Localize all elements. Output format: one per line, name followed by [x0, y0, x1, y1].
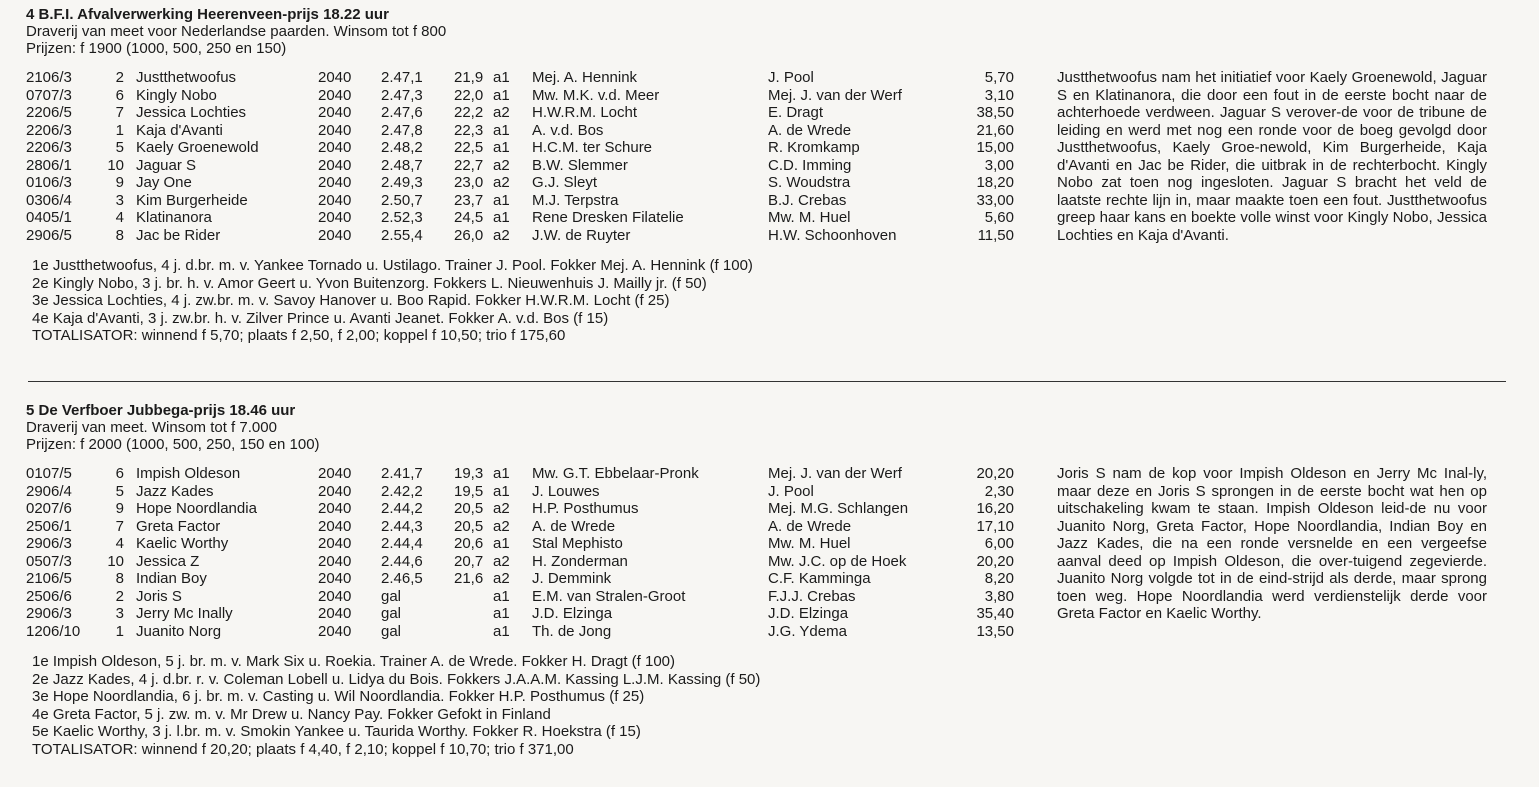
trainer-name: Mej. J. van der Werf	[768, 465, 902, 482]
km-time: 26,0	[454, 226, 484, 244]
driver-name: G.J. Sleyt	[532, 174, 598, 191]
trainer-name: J. Pool	[768, 482, 814, 500]
race-report: Justthetwoofus nam het initiatief voor Kaely Groenewold, Jaguar S en Klatinanora, die door een fout in de eerste bocht naar de achterhoede verdween. Jaguar S verover-de voor de tribune de leiding en werd met nog een ronde voor de boeg gevolgd door Justthetwoofus, Kaely Groe-newold, Kim Burgerheide, Kaja d'Avanti en Jac be Rider, die uitbrak in de rechterbocht. Kingly Nobo zat toen nog ingesloten. Jaguar S bracht het veld de laatste rechte lijn in, maar maakte toen een fout. Justthetwoofus greep haar kans en boekte volle winst voor Kingly Nobo, Jessica Lochties en Kaja d'Avanti.	[1057, 69, 1487, 244]
start-code: a2	[493, 552, 510, 570]
finish-time: 2.46,5	[381, 570, 423, 587]
start-number: 5	[115, 139, 124, 156]
trainer-name: A. de Wrede	[768, 517, 852, 535]
odds: 13,50	[976, 622, 1014, 640]
odds: 5,70	[984, 69, 1014, 86]
finish-time: gal	[381, 605, 402, 622]
start-code: a2	[493, 226, 510, 244]
distance: 2040	[318, 605, 352, 622]
trainer-name: Mw. J.C. op de Hoek	[768, 552, 907, 570]
section-divider	[28, 381, 1506, 382]
start-date: 0207/6	[26, 500, 72, 517]
horse-name: Kim Burgerheide	[136, 191, 248, 209]
odds: 11,50	[977, 226, 1014, 244]
start-code: a2	[493, 174, 510, 191]
horse-name: Jay One	[136, 174, 192, 191]
start-date: 2906/3	[26, 535, 72, 552]
start-date: 0107/5	[26, 465, 72, 482]
trainer-name: J.G. Ydema	[768, 622, 847, 640]
start-date: 2106/3	[26, 69, 72, 86]
trainer-name: Mej. M.G. Schlangen	[768, 500, 909, 517]
distance: 2040	[318, 69, 352, 86]
km-time: 21,9	[454, 69, 484, 86]
start-date: 0106/3	[26, 174, 72, 191]
km-time: 22,2	[454, 104, 484, 121]
distance: 2040	[318, 622, 352, 640]
finish-time: 2.50,7	[381, 191, 423, 209]
horse-name: Kaelic Worthy	[136, 535, 229, 552]
start-date: 2506/1	[26, 517, 72, 535]
odds: 6,00	[984, 535, 1014, 552]
km-time: 19,5	[454, 482, 484, 500]
driver-name: H.P. Posthumus	[532, 500, 639, 517]
horse-name: Jac be Rider	[136, 226, 221, 244]
start-date: 2906/3	[26, 605, 72, 622]
distance: 2040	[318, 552, 352, 570]
finish-time: 2.48,7	[381, 156, 423, 174]
horse-name: Klatinanora	[136, 209, 212, 226]
km-time: 19,3	[454, 465, 484, 482]
odds: 18,20	[976, 174, 1014, 191]
driver-name: Rene Dresken Filatelie	[532, 209, 684, 226]
finish-time: 2.44,6	[381, 552, 423, 570]
odds: 33,00	[976, 191, 1014, 209]
start-number: 8	[115, 226, 124, 244]
odds: 35,40	[976, 605, 1014, 622]
start-number: 2	[115, 587, 124, 605]
driver-name: A. de Wrede	[532, 517, 616, 535]
finish-time: 2.47,8	[381, 121, 423, 139]
finish-time: 2.47,3	[381, 86, 423, 104]
distance: 2040	[318, 587, 352, 605]
distance: 2040	[318, 139, 352, 156]
start-date: 2506/6	[26, 587, 72, 605]
distance: 2040	[318, 482, 352, 500]
start-code: a1	[493, 209, 510, 226]
odds: 20,20	[976, 465, 1014, 482]
start-date: 2206/3	[26, 139, 72, 156]
driver-name: J.D. Elzinga	[532, 605, 613, 622]
finish-time: 2.44,3	[381, 517, 423, 535]
start-code: a1	[493, 86, 510, 104]
start-number: 3	[115, 191, 124, 209]
race-section-4	[26, 6, 1526, 345]
horse-name: Juanito Norg	[136, 622, 222, 640]
km-time: 22,5	[454, 139, 484, 156]
placing-1: 1e Justthetwoofus, 4 j. d.br. m. v. Yankee Tornado u. Ustilago. Trainer J. Pool. Fokker Mej. A. Hennink (f 100)	[32, 257, 753, 274]
finish-time: 2.44,4	[381, 535, 423, 552]
race-prizes: Prijzen: f 2000 (1000, 500, 250, 150 en 100)	[26, 436, 320, 453]
odds: 17,10	[976, 517, 1014, 535]
start-date: 0405/1	[26, 209, 72, 226]
start-code: a1	[493, 587, 510, 605]
horse-name: Indian Boy	[136, 570, 207, 587]
race-conditions: Draverij van meet voor Nederlandse paarden. Winsom tot f 800	[26, 23, 447, 40]
start-code: a1	[493, 121, 510, 139]
start-code: a1	[493, 465, 510, 482]
distance: 2040	[318, 226, 352, 244]
start-number: 10	[107, 552, 124, 570]
start-code: a1	[493, 69, 510, 86]
finish-time: 2.44,2	[381, 500, 423, 517]
driver-name: M.J. Terpstra	[532, 191, 619, 209]
start-date: 0306/4	[26, 191, 72, 209]
odds: 2,30	[984, 482, 1014, 500]
totalisator-line: TOTALISATOR: winnend f 5,70; plaats f 2,50, f 2,00; koppel f 10,50; trio f 175,60	[32, 327, 566, 345]
start-date: 2906/5	[26, 226, 72, 244]
distance: 2040	[318, 570, 352, 587]
race-report: Joris S nam de kop voor Impish Oldeson en Jerry Mc Inal-ly, maar deze en Joris S sprongen in de eerste bocht wat hen op uitschakeling kwam te staan. Impish Oldeson leid-de nu voor Juanito Norg, Greta Factor, Hope Noordlandia, Indian Boy en Jazz Kades, die na een ronde versnelde en een vergeefse aanval deed op Impish Oldeson, die over-tuigend zegevierde. Juanito Norg volgde tot in de eind-strijd als derde, maar sprong toen weg. Hope Noordlandia werd verdienstelijk derde voor Greta Factor en Kaelic Worthy.	[1057, 465, 1487, 622]
finish-time: 2.47,6	[381, 104, 423, 121]
start-date: 2806/1	[26, 156, 72, 174]
placing-1: 1e Impish Oldeson, 5 j. br. m. v. Mark Six u. Roekia. Trainer A. de Wrede. Fokker H. Dragt (f 100)	[32, 653, 676, 670]
distance: 2040	[318, 500, 352, 517]
trainer-name: S. Woudstra	[768, 174, 851, 191]
distance: 2040	[318, 104, 352, 121]
km-time: 22,0	[454, 86, 484, 104]
driver-name: Mw. G.T. Ebbelaar-Pronk	[532, 465, 699, 482]
km-time: 21,6	[454, 570, 484, 587]
horse-name: Justthetwoofus	[136, 69, 237, 86]
results-table	[26, 465, 1526, 640]
start-code: a2	[493, 570, 510, 587]
odds: 21,60	[976, 121, 1014, 139]
odds: 3,80	[984, 587, 1014, 605]
horse-name: Greta Factor	[136, 517, 221, 535]
km-time: 23,0	[454, 174, 484, 191]
distance: 2040	[318, 517, 352, 535]
table-row	[26, 623, 1526, 641]
results-table	[26, 69, 1526, 244]
driver-name: J.W. de Ruyter	[532, 226, 631, 244]
horse-name: Jazz Kades	[136, 482, 214, 500]
placing-2: 2e Kingly Nobo, 3 j. br. h. v. Amor Geert u. Yvon Buitenzorg. Fokkers L. Nieuwenhuis J. Mailly jr. (f 50)	[32, 274, 707, 292]
horse-name: Kingly Nobo	[136, 86, 217, 104]
trainer-name: E. Dragt	[768, 104, 824, 121]
placing-4: 4e Kaja d'Avanti, 3 j. zw.br. h. v. Zilver Prince u. Avanti Jeanet. Fokker A. v.d. Bos (f 15)	[32, 309, 609, 327]
odds: 8,20	[984, 570, 1014, 587]
odds: 3,10	[984, 86, 1014, 104]
start-date: 2106/5	[26, 570, 72, 587]
start-code: a2	[493, 104, 510, 121]
horse-name: Jessica Z	[136, 552, 200, 570]
start-number: 2	[115, 69, 124, 86]
trainer-name: Mw. M. Huel	[768, 209, 851, 226]
km-time: 22,3	[454, 121, 484, 139]
placing-5: 5e Kaelic Worthy, 3 j. l.br. m. v. Smokin Yankee u. Taurida Worthy. Fokker R. Hoekstra (f 15)	[32, 723, 641, 741]
placing-3: 3e Jessica Lochties, 4 j. zw.br. m. v. Savoy Hanover u. Boo Rapid. Fokker H.W.R.M. Locht (f 25)	[32, 292, 670, 310]
start-number: 1	[115, 622, 124, 640]
horse-name: Kaely Groenewold	[136, 139, 259, 156]
start-number: 8	[115, 570, 124, 587]
driver-name: Mej. A. Hennink	[532, 69, 638, 86]
start-number: 6	[115, 465, 124, 482]
finish-time: 2.55,4	[381, 226, 423, 244]
km-time: 20,7	[454, 552, 484, 570]
start-number: 6	[115, 86, 124, 104]
horse-name: Jerry Mc Inally	[136, 605, 233, 622]
odds: 38,50	[976, 104, 1014, 121]
trainer-name: J. Pool	[768, 69, 814, 86]
odds: 5,60	[984, 209, 1014, 226]
driver-name: J. Louwes	[532, 482, 600, 500]
km-time: 23,7	[454, 191, 484, 209]
driver-name: Mw. M.K. v.d. Meer	[532, 86, 660, 104]
start-code: a1	[493, 605, 510, 622]
km-time: 20,6	[454, 535, 484, 552]
start-number: 7	[115, 104, 124, 121]
start-code: a2	[493, 156, 510, 174]
start-code: a2	[493, 517, 510, 535]
trainer-name: R. Kromkamp	[768, 139, 860, 156]
horse-name: Kaja d'Avanti	[136, 121, 223, 139]
driver-name: H. Zonderman	[532, 552, 628, 570]
finish-time: 2.49,3	[381, 174, 423, 191]
trainer-name: Mej. J. van der Werf	[768, 86, 902, 104]
trainer-name: B.J. Crebas	[768, 191, 847, 209]
start-number: 3	[115, 605, 124, 622]
trainer-name: C.F. Kamminga	[768, 570, 871, 587]
finish-time: 2.48,2	[381, 139, 423, 156]
start-number: 5	[115, 482, 124, 500]
trainer-name: J.D. Elzinga	[768, 605, 849, 622]
finish-time: 2.42,2	[381, 482, 423, 500]
start-code: a1	[493, 191, 510, 209]
horse-name: Joris S	[136, 587, 182, 605]
distance: 2040	[318, 174, 352, 191]
start-number: 4	[115, 535, 124, 552]
driver-name: J. Demmink	[532, 570, 612, 587]
placings-list	[32, 653, 1526, 759]
horse-name: Jessica Lochties	[136, 104, 247, 121]
horse-name: Hope Noordlandia	[136, 500, 257, 517]
distance: 2040	[318, 86, 352, 104]
race-section-5	[26, 402, 1526, 759]
horse-name: Jaguar S	[136, 156, 197, 174]
horse-name: Impish Oldeson	[136, 465, 241, 482]
placing-2: 2e Jazz Kades, 4 j. d.br. r. v. Coleman Lobell u. Lidya du Bois. Fokkers J.A.A.M. Kassing L.J.M. Kassing (f 50)	[32, 670, 761, 688]
finish-time: gal	[381, 622, 402, 640]
distance: 2040	[318, 209, 352, 226]
driver-name: H.W.R.M. Locht	[532, 104, 638, 121]
start-date: 2906/4	[26, 482, 72, 500]
start-date: 0707/3	[26, 86, 72, 104]
start-number: 9	[115, 174, 124, 191]
race-title: 4 B.F.I. Afvalverwerking Heerenveen-prijs 18.22 uur	[26, 6, 389, 23]
trainer-name: A. de Wrede	[768, 121, 852, 139]
trainer-name: Mw. M. Huel	[768, 535, 851, 552]
start-date: 0507/3	[26, 552, 72, 570]
trainer-name: C.D. Imming	[768, 156, 852, 174]
start-code: a1	[493, 535, 510, 552]
start-number: 1	[115, 121, 124, 139]
odds: 16,20	[976, 500, 1014, 517]
odds: 15,00	[976, 139, 1014, 156]
race-conditions: Draverij van meet. Winsom tot f 7.000	[26, 419, 277, 436]
placing-4: 4e Greta Factor, 5 j. zw. m. v. Mr Drew u. Nancy Pay. Fokker Gefokt in Finland	[32, 705, 551, 723]
finish-time: 2.52,3	[381, 209, 423, 226]
start-number: 9	[115, 500, 124, 517]
placing-3: 3e Hope Noordlandia, 6 j. br. m. v. Casting u. Wil Noordlandia. Fokker H.P. Posthumus (f 25)	[32, 688, 645, 706]
finish-time: 2.47,1	[381, 69, 423, 86]
race-title: 5 De Verfboer Jubbega-prijs 18.46 uur	[26, 402, 296, 419]
start-date: 2206/3	[26, 121, 72, 139]
distance: 2040	[318, 156, 352, 174]
driver-name: A. v.d. Bos	[532, 121, 604, 139]
distance: 2040	[318, 465, 352, 482]
trainer-name: F.J.J. Crebas	[768, 587, 856, 605]
start-date: 2206/5	[26, 104, 72, 121]
start-code: a1	[493, 482, 510, 500]
driver-name: Th. de Jong	[532, 622, 612, 640]
distance: 2040	[318, 191, 352, 209]
driver-name: Stal Mephisto	[532, 535, 623, 552]
start-code: a1	[493, 139, 510, 156]
odds: 20,20	[976, 552, 1014, 570]
driver-name: E.M. van Stralen-Groot	[532, 587, 686, 605]
placings-list	[32, 257, 1526, 345]
race-prizes: Prijzen: f 1900 (1000, 500, 250 en 150)	[26, 40, 287, 57]
start-code: a1	[493, 622, 510, 640]
start-number: 4	[115, 209, 124, 226]
odds: 3,00	[984, 156, 1014, 174]
totalisator-line: TOTALISATOR: winnend f 20,20; plaats f 4,40, f 2,10; koppel f 10,70; trio f 371,00	[32, 740, 574, 758]
driver-name: H.C.M. ter Schure	[532, 139, 653, 156]
start-number: 7	[115, 517, 124, 535]
finish-time: 2.41,7	[381, 465, 423, 482]
finish-time: gal	[381, 587, 402, 605]
km-time: 22,7	[454, 156, 484, 174]
start-code: a2	[493, 500, 510, 517]
start-date: 1206/10	[26, 622, 81, 640]
km-time: 24,5	[454, 209, 484, 226]
driver-name: B.W. Slemmer	[532, 156, 628, 174]
distance: 2040	[318, 121, 352, 139]
km-time: 20,5	[454, 500, 484, 517]
start-number: 10	[107, 156, 124, 174]
km-time: 20,5	[454, 517, 484, 535]
distance: 2040	[318, 535, 352, 552]
trainer-name: H.W. Schoonhoven	[768, 226, 897, 244]
